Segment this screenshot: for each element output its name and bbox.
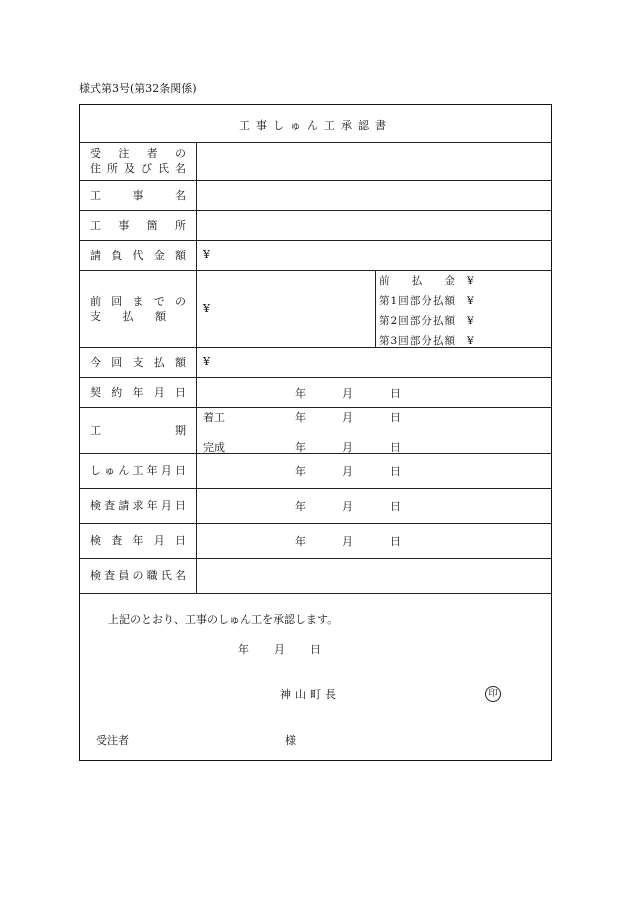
issuer-name: 神山町長 [280,688,340,701]
advance-item: 第2回部分払額 ¥ [379,315,474,327]
row-divider [80,593,551,594]
label-column-divider [196,142,197,593]
label-work-site: 工事箇所 [90,218,186,232]
period-end-label: 完成 [203,441,225,454]
label-contractor: 受 注 者 の 住所及び氏名 [90,147,186,175]
contract-amount-yen: ¥ [203,248,210,261]
label-period: 工期 [90,423,186,437]
prior-payments-yen: ¥ [203,302,210,315]
approval-form: 工事しゅん工承認書 受 注 者 の 住所及び氏名 工事名 工事箇所 請負代金額 前回までの 支払額 今回支払額 契約年月日 工期 しゅん工年月日 検査請求年月日 検査年月日 検査員の職氏名 ¥ ¥ ¥ 前払金 ¥ 第1回部分払額 ¥ 第2回部分払額 ¥ 第3回部分払額 ¥ 年 月 日 着工 完成 年 月 日 年 月 日 年 月 日 年 月 日 年 月 日 上記のとおり、工事のしゅん工を承認します。 年 月 日 神山町長 印 受注者 様 [79,104,552,761]
current-payment-yen: ¥ [203,355,210,368]
period-start-label: 着工 [203,411,225,424]
approval-statement: 上記のとおり、工事のしゅん工を承認します。 [108,613,339,626]
advance-item: 第1回部分払額 ¥ [379,295,474,307]
seal-mark: 印 [485,686,501,702]
label-current-payment: 今回支払額 [90,355,186,369]
recipient-label: 受注者 [96,734,129,747]
form-number: 様式第3号(第32条関係) [79,82,197,95]
recipient-honorific: 様 [285,734,296,747]
label-contract-date: 契約年月日 [90,385,186,399]
advance-column-divider [375,270,376,347]
advance-item: 第3回部分払額 ¥ [379,335,474,347]
label-inspector: 検査員の職氏名 [90,569,186,582]
advance-item: 前払金 ¥ [379,275,474,287]
label-contract-amount: 請負代金額 [90,248,186,262]
label-completion-date: しゅん工年月日 [90,464,186,477]
label-prior-payments: 前回までの 支払額 [90,294,186,323]
label-inspection-request-date: 検査請求年月日 [90,499,186,512]
form-title: 工事しゅん工承認書 [239,119,392,132]
label-work-name: 工事名 [90,188,186,202]
label-inspection-date: 検査年月日 [90,534,186,547]
